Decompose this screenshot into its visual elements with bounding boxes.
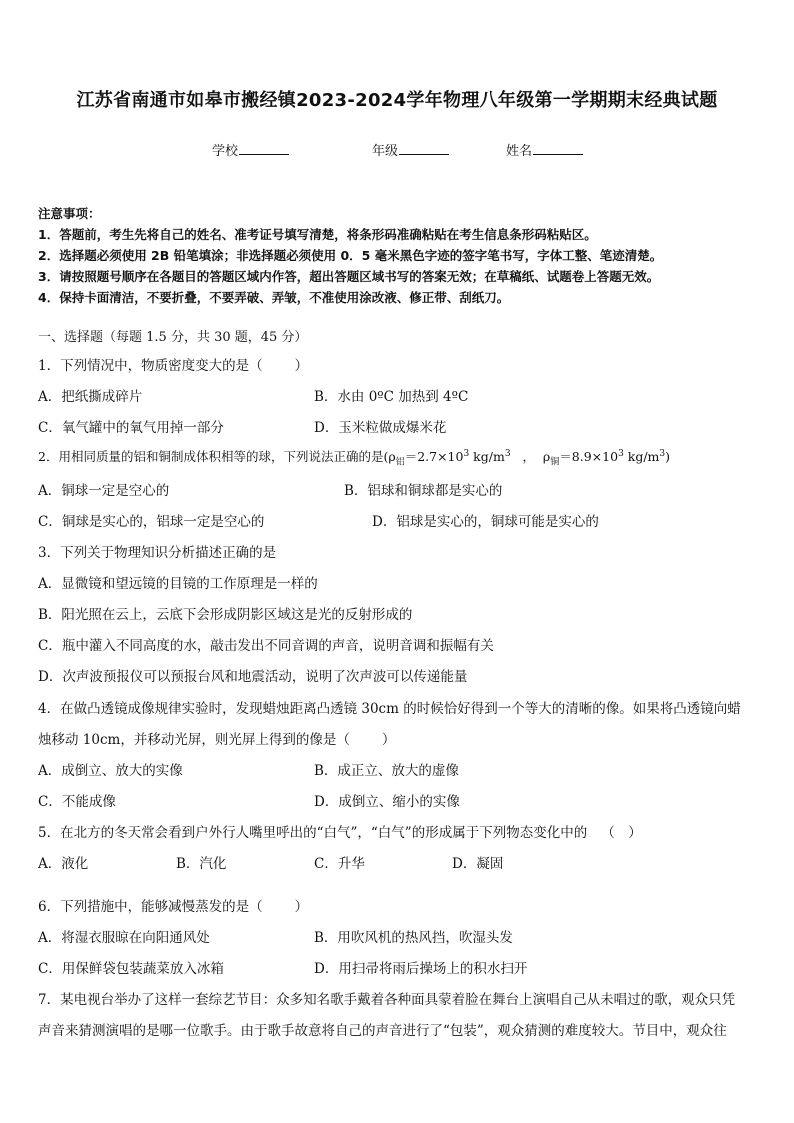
q5-option-d: D．凝固 <box>452 856 504 872</box>
school-blank <box>239 141 289 155</box>
question-2-stem <box>38 447 670 468</box>
student-info-fields <box>0 140 794 160</box>
question-4-paren-close: ） <box>381 732 396 748</box>
q2-rho-cu-value: ＝8.9×10 <box>559 449 619 464</box>
q1-option-b: B．水由 0ºC 加热到 4ºC <box>314 389 469 405</box>
question-4-line-2 <box>38 728 395 748</box>
question-3-stem: 3．下列关于物理知识分析描述正确的是 <box>38 545 277 561</box>
question-6-text: 6．下列措施中，能够减慢蒸发的是（ <box>38 899 263 915</box>
q2-option-d: D．铝球是实心的，铜球可能是实心的 <box>372 514 599 530</box>
q2-option-a: A．铜球一定是空心的 <box>38 483 170 499</box>
q2-sub-al: 铝 <box>395 457 405 468</box>
q2-sup: 3 <box>618 448 624 459</box>
q1-option-c: C．氧气罐中的氧气用掉一部分 <box>38 420 224 436</box>
notice-item: 1．答题前，考生先将自己的姓名、准考证号填写清楚，将条形码准确粘贴在考生信息条形码粘贴区。 <box>38 227 597 242</box>
q2-unit: kg/m <box>469 449 505 464</box>
name-blank <box>533 141 583 155</box>
notice-heading: 注意事项： <box>38 206 101 221</box>
name-label: 姓名 <box>506 144 533 159</box>
q6-option-d: D．用扫帚将雨后操场上的积水扫开 <box>314 961 528 977</box>
q5-option-c: C．升华 <box>314 856 365 872</box>
question-1-stem <box>38 354 308 374</box>
q4-option-d: D．成倒立、缩小的实像 <box>314 794 460 810</box>
q3-option-a: A．显微镜和望远镜的目镜的工作原理是一样的 <box>38 576 318 592</box>
school-field <box>212 140 289 159</box>
q2-sup: 3 <box>504 448 511 459</box>
q6-option-b: B．用吹风机的热风挡，吹湿头发 <box>314 930 513 946</box>
grade-field <box>372 140 449 159</box>
q4-option-b: B．成正立、放大的虚像 <box>314 763 459 779</box>
question-4-text: 烛移动 10cm，并移动光屏，则光屏上得到的像是（ <box>38 732 350 748</box>
question-7-line-1: 7．某电视台举办了这样一套综艺节目：众多知名歌手戴着各种面具蒙着脸在舞台上演唱自己从未唱过的歌，观众只凭 <box>38 992 736 1008</box>
q2-unit: kg/m <box>623 449 660 464</box>
q2-sup: 3 <box>463 448 470 459</box>
question-1-text: 1．下列情况中，物质密度变大的是（ <box>38 358 263 374</box>
q4-option-a: A．成倒立、放大的实像 <box>38 763 183 779</box>
q4-option-c: C．不能成像 <box>38 794 116 810</box>
grade-label: 年级 <box>372 144 399 159</box>
q5-option-b: B．汽化 <box>176 856 227 872</box>
q3-option-d: D．次声波预报仪可以预报台风和地震活动，说明了次声波可以传递能量 <box>38 669 468 685</box>
question-5-paren: （ ） <box>601 825 642 841</box>
q2-rho-cu: ， ρ <box>510 449 551 464</box>
q2-rho-al-value: ＝2.7×10 <box>404 449 464 464</box>
school-label: 学校 <box>212 144 239 159</box>
question-5-text: 5．在北方的冬天常会看到户外行人嘴里呼出的“白气”，“白气”的形成属于下列物态变化中的 <box>38 825 588 841</box>
q2-option-b: B．铝球和铜球都是实心的 <box>344 483 503 499</box>
notice-block <box>38 203 758 308</box>
question-1-paren-close: ） <box>294 358 309 374</box>
q2-stem-text: 2．用相同质量的铝和铜制成体积相等的球，下列说法正确的是(ρ <box>38 449 396 464</box>
grade-blank <box>399 141 449 155</box>
q2-option-c: C．铜球是实心的，铝球一定是空心的 <box>38 514 265 530</box>
q2-sub-cu: 铜 <box>550 457 560 468</box>
question-6-stem <box>38 895 308 915</box>
q5-option-a: A．液化 <box>38 856 89 872</box>
q1-option-a: A．把纸撕成碎片 <box>38 389 143 405</box>
q3-option-c: C．瓶中灌入不同高度的水，敲击发出不同音调的声音，说明音调和振幅有关 <box>38 638 494 654</box>
exam-title: 江苏省南通市如皋市搬经镇2023-2024学年物理八年级第一学期期末经典试题 <box>76 90 718 111</box>
question-7-line-2: 声音来猜测演唱的是哪一位歌手。由于歌手故意将自己的声音进行了“包装”，观众猜测的难度较大。节目中，观众往 <box>38 1023 727 1039</box>
question-6-paren-close: ） <box>294 899 309 915</box>
question-5-stem <box>38 821 642 841</box>
q6-option-c: C．用保鲜袋包装蔬菜放入冰箱 <box>38 961 224 977</box>
q1-option-d: D．玉米粒做成爆米花 <box>314 420 447 436</box>
notice-item: 4．保持卡面清洁，不要折叠，不要弄破、弄皱，不准使用涂改液、修正带、刮纸刀。 <box>38 290 510 305</box>
q3-option-b: B．阳光照在云上，云底下会形成阴影区域这是光的反射形成的 <box>38 607 413 623</box>
name-field <box>506 140 583 159</box>
section-heading: 一、选择题（每题 1.5 分，共 30 题，45 分） <box>38 330 308 345</box>
q2-paren-close: ) <box>665 449 671 464</box>
q2-sup: 3 <box>659 448 666 459</box>
q6-option-a: A．将湿衣服晾在向阳通风处 <box>38 930 210 946</box>
notice-item: 3．请按照题号顺序在各题目的答题区域内作答，超出答题区域书写的答案无效；在草稿纸、试题卷上答题无效。 <box>38 269 660 284</box>
question-4-line-1: 4．在做凸透镜成像规律实验时，发现蜡烛距离凸透镜 30cm 的时候恰好得到一个等大的清晰的像。如果将凸透镜向蜡 <box>38 701 741 717</box>
notice-item: 2．选择题必须使用 2B 铅笔填涂；非选择题必须使用 0．5 毫米黑色字迹的签字笔书写，字体工整、笔迹清楚。 <box>38 248 663 263</box>
